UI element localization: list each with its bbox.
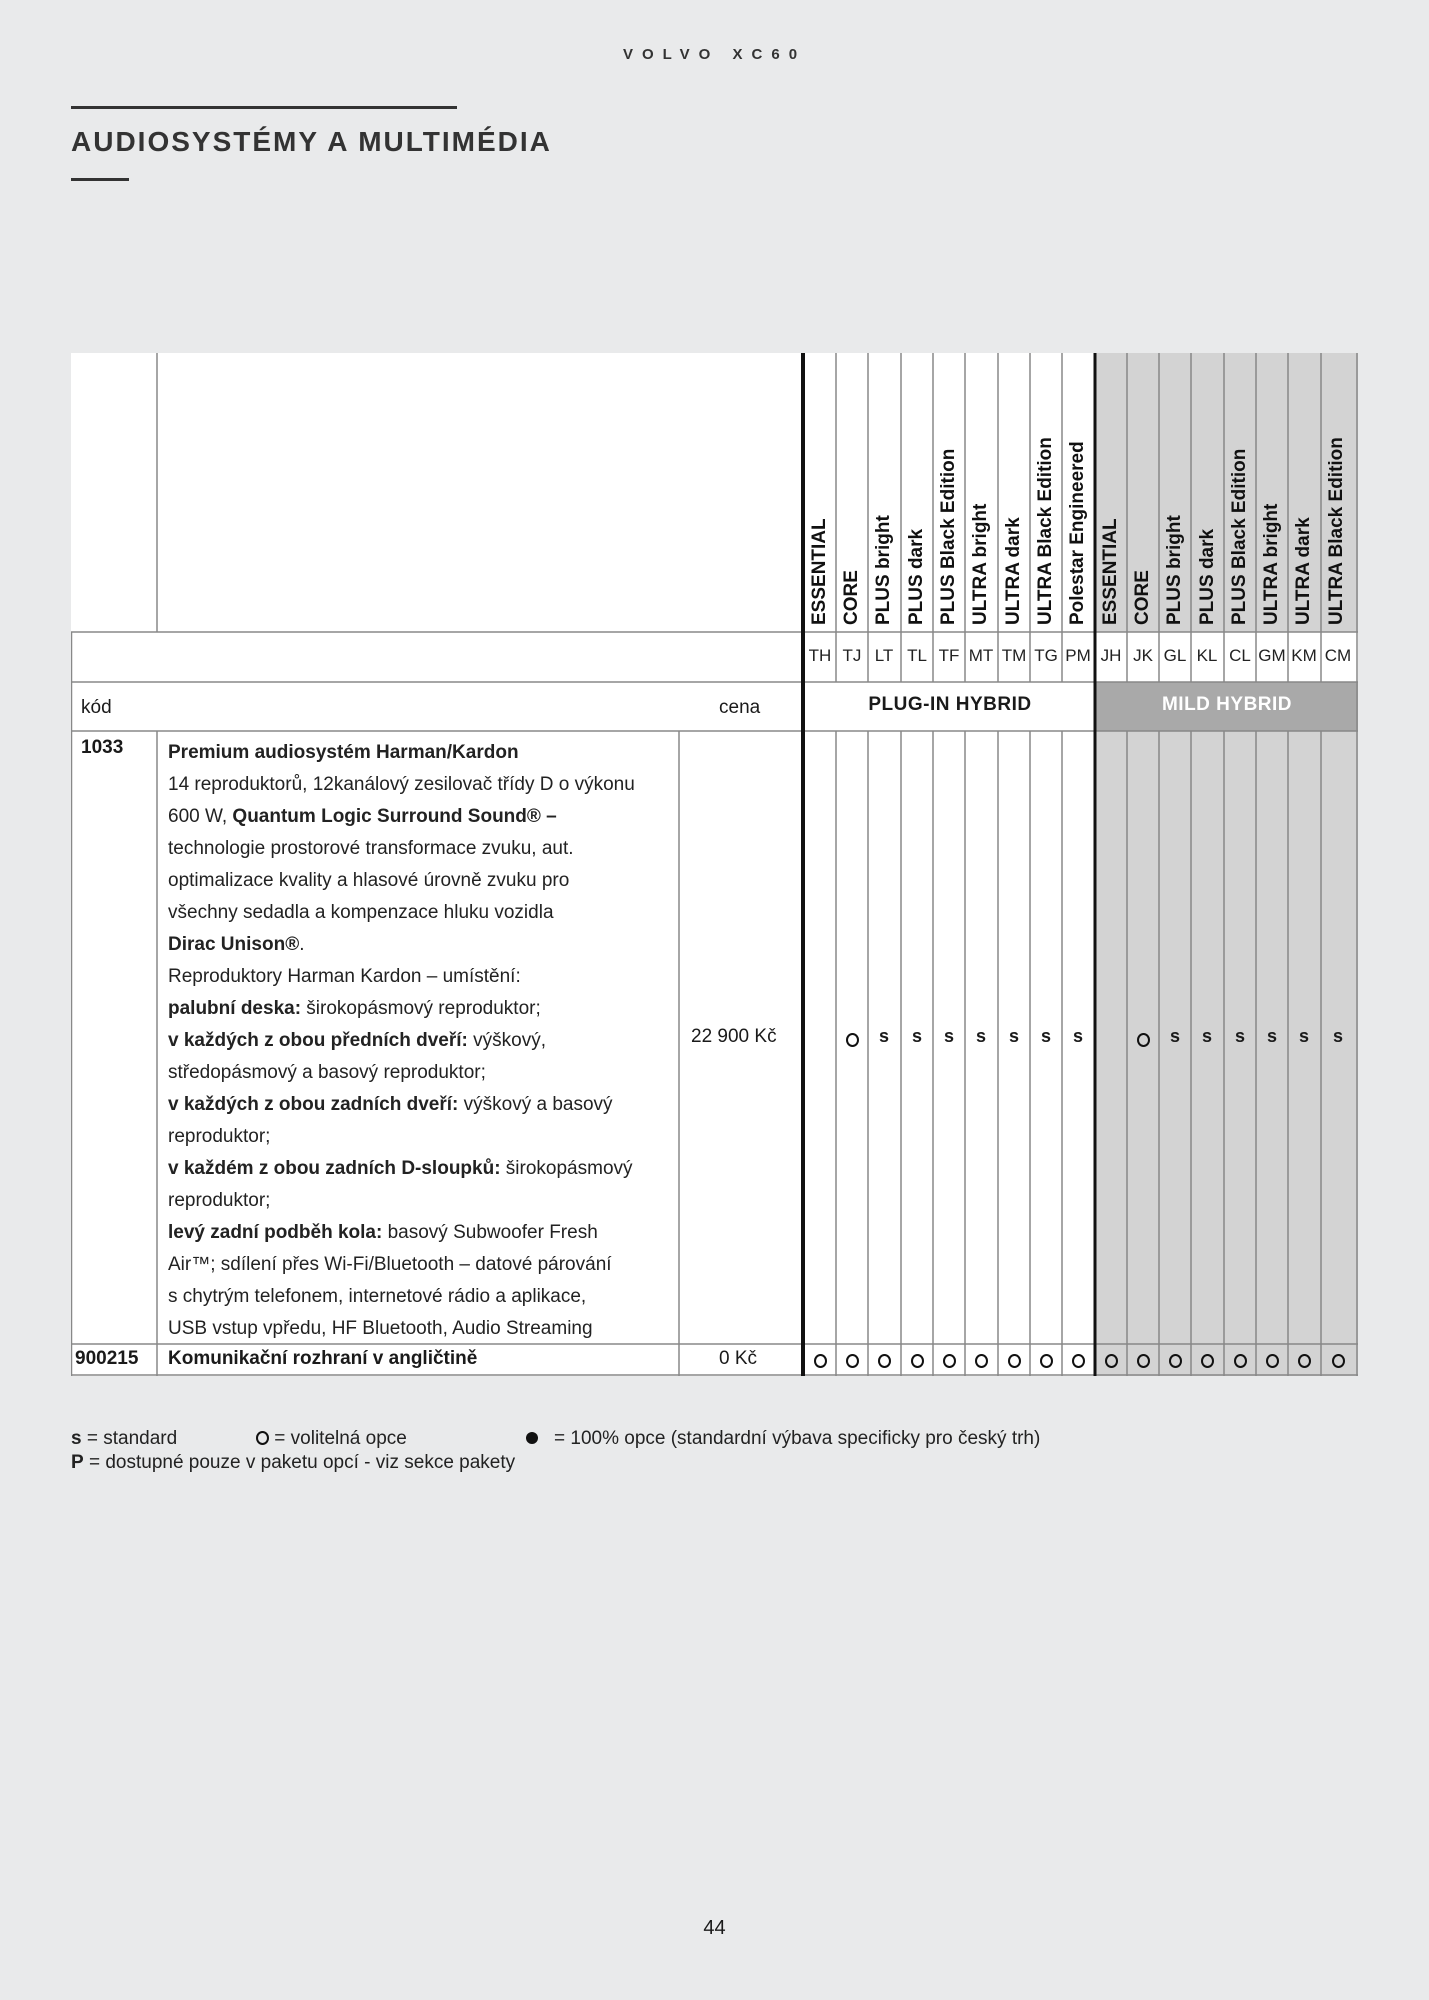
- title-rule-bottom: [71, 178, 129, 181]
- variant-code: MT: [968, 646, 994, 665]
- option-price: 0 Kč: [719, 1348, 758, 1369]
- variant-essential-mhev: ESSENTIAL: [1100, 518, 1121, 625]
- variant-polestar-engineered: Polestar Engineered: [1067, 441, 1088, 625]
- variant-code: TM: [1001, 646, 1027, 665]
- variant-code: JK: [1133, 646, 1153, 665]
- variant-plus-bright-mhev: PLUS bright: [1164, 515, 1185, 625]
- optional-circle-icon: [1137, 1033, 1150, 1047]
- variant-code: LT: [874, 646, 894, 665]
- optional-circle-icon: [1234, 1354, 1247, 1368]
- variant-plus-dark-phev: PLUS dark: [906, 528, 927, 625]
- variant-code: TG: [1034, 646, 1058, 665]
- option-code: 1033: [81, 737, 124, 758]
- standard-mark: s: [975, 1026, 986, 1046]
- optional-circle-icon: [975, 1354, 988, 1368]
- variant-ultra-dark-mhev: ULTRA dark: [1293, 517, 1314, 625]
- optional-circle-icon: [1169, 1354, 1182, 1368]
- standard-mark: s: [1298, 1026, 1309, 1046]
- option-description: Premium audiosystém Harman/Kardon 14 reproduktorů, 12kanálový zesilovač třídy D o výkonu 600 W, Quantum Logic Surround Sound® – technologie prostorové transformace zvuku, aut. optimalizace kvality a hlasové úrovně zvuku pro všechny sedadla a kompenzace hluku vozidla Dirac Unison®. Reproduktory Harman Kardon – umístění: palubní deska: širokopásmový reproduktor; v každých z obou předních dveří: výškový, středopásmový a basový reproduktor; v každých z obou zadních dveří: výškový a basový reproduktor; v každém z obou zadních D-sloupků: širokopásmový reproduktor; levý zadní podběh kola: basový Subwoofer Fresh Air™; sdílení přes Wi-Fi/Bluetooth – datové párování s chytrým telefonem, internetové rádio a aplikace, USB vstup vpředu, HF Bluetooth, Audio Streaming: [168, 742, 635, 1339]
- variant-code: KL: [1196, 646, 1218, 665]
- group-mild-hybrid: MILD HYBRID: [1161, 694, 1293, 715]
- variant-plus-black-edition-phev: PLUS Black Edition: [938, 448, 959, 625]
- variant-code: TF: [938, 646, 960, 665]
- variant-core-phev: CORE: [841, 570, 862, 625]
- legend-standard: s = standard: [71, 1428, 178, 1449]
- variant-core-mhev: CORE: [1132, 570, 1153, 625]
- variant-code: KM: [1291, 646, 1317, 665]
- standard-mark: s: [1234, 1026, 1245, 1046]
- optional-circle-icon: [814, 1354, 827, 1368]
- page-title: AUDIOSYSTÉMY A MULTIMÉDIA: [71, 126, 552, 157]
- variant-code: CM: [1324, 646, 1352, 665]
- variant-code: GL: [1163, 646, 1187, 665]
- variant-code: CL: [1229, 646, 1251, 665]
- optional-circle-icon: [1201, 1354, 1214, 1368]
- column-header-code: kód: [81, 697, 112, 718]
- standard-mark: s: [1332, 1026, 1343, 1046]
- option-title: Komunikační rozhraní v angličtině: [168, 1348, 478, 1369]
- option-code: 900215: [75, 1348, 139, 1369]
- optional-circle-icon: [1332, 1354, 1345, 1368]
- option-title: Premium audiosystém Harman/Kardon: [168, 742, 519, 763]
- optional-circle-icon: [1072, 1354, 1085, 1368]
- optional-circle-icon: [1137, 1354, 1150, 1368]
- brand-title: VOLVO XC60: [622, 46, 807, 63]
- variant-essential-phev: ESSENTIAL: [809, 518, 830, 625]
- variant-code: TH: [808, 646, 832, 665]
- group-plug-in-hybrid: PLUG-IN HYBRID: [868, 694, 1032, 715]
- variant-ultra-bright-mhev: ULTRA bright: [1261, 503, 1282, 625]
- standard-mark: s: [1040, 1026, 1051, 1046]
- legend-hundred-percent: = 100% opce (standardní výbava specificky pro český trh): [526, 1428, 1040, 1450]
- variant-plus-dark-mhev: PLUS dark: [1197, 528, 1218, 625]
- variant-plus-black-edition-mhev: PLUS Black Edition: [1229, 448, 1250, 625]
- optional-circle-icon: [1008, 1354, 1021, 1368]
- standard-mark: s: [878, 1026, 889, 1046]
- variant-ultra-black-edition-mhev: ULTRA Black Edition: [1326, 437, 1347, 625]
- variant-ultra-black-edition-phev: ULTRA Black Edition: [1035, 437, 1056, 625]
- variant-plus-bright-phev: PLUS bright: [873, 515, 894, 625]
- optional-circle-icon: [1040, 1354, 1053, 1368]
- optional-circle-icon: [846, 1033, 859, 1047]
- equipment-table: [71, 353, 1358, 1376]
- column-header-price: cena: [719, 697, 761, 718]
- standard-mark: s: [1072, 1026, 1083, 1046]
- optional-circle-icon: [911, 1354, 924, 1368]
- optional-circle-icon: [878, 1354, 891, 1368]
- optional-circle-icon: [256, 1431, 269, 1445]
- variant-ultra-dark-phev: ULTRA dark: [1003, 517, 1024, 625]
- variant-code: JH: [1100, 646, 1122, 665]
- standard-mark: s: [911, 1026, 922, 1046]
- variant-code: TJ: [842, 646, 862, 665]
- title-rule-top: [71, 106, 457, 109]
- variant-code: PM: [1065, 646, 1091, 665]
- page-number: 44: [703, 1917, 726, 1939]
- option-price: 22 900 Kč: [691, 1026, 777, 1047]
- optional-circle-icon: [1105, 1354, 1118, 1368]
- variant-code: TL: [907, 646, 927, 665]
- filled-dot-icon: [526, 1432, 538, 1444]
- variant-ultra-bright-phev: ULTRA bright: [970, 503, 991, 625]
- optional-circle-icon: [943, 1354, 956, 1368]
- optional-circle-icon: [846, 1354, 859, 1368]
- standard-mark: s: [1266, 1026, 1277, 1046]
- standard-mark: s: [1169, 1026, 1180, 1046]
- standard-mark: s: [1201, 1026, 1212, 1046]
- legend-package: P = dostupné pouze v paketu opcí - viz sekce pakety: [71, 1452, 516, 1473]
- standard-mark: s: [1008, 1026, 1019, 1046]
- legend-optional: = volitelná opce: [256, 1428, 407, 1450]
- variant-code: GM: [1258, 646, 1286, 665]
- standard-mark: s: [943, 1026, 954, 1046]
- optional-circle-icon: [1298, 1354, 1311, 1368]
- optional-circle-icon: [1266, 1354, 1279, 1368]
